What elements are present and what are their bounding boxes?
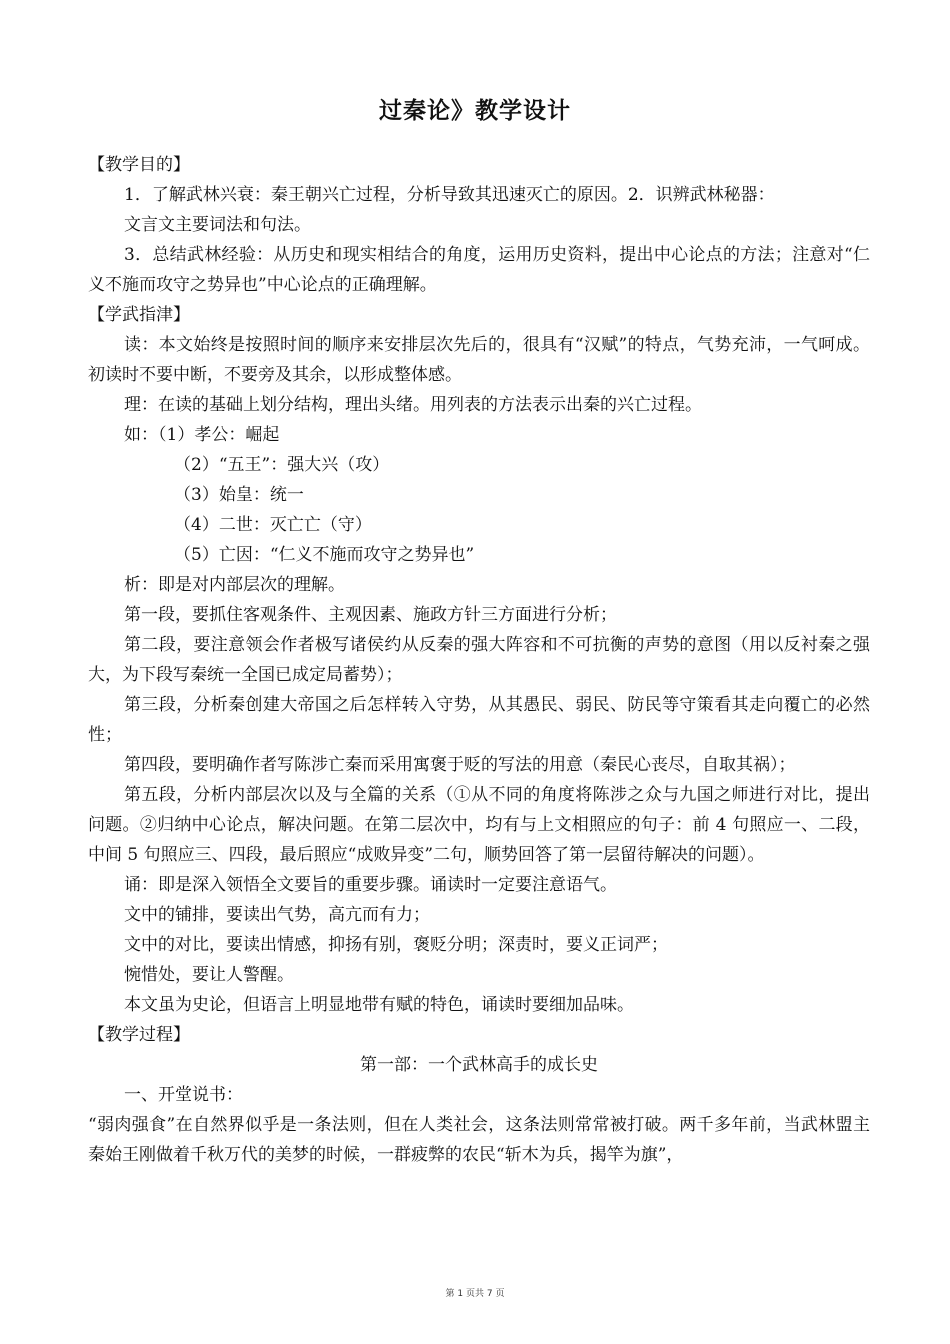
paragraph: “弱肉强食”在自然界似乎是一条法则，但在人类社会，这条法则常常被打破。两千多年前，当武林盟主秦始王刚做着千秋万代的美梦的时候，一群疲弊的农民“斩木为兵，揭竿为旗”， xyxy=(88,1115,870,1165)
sub-heading: 一、开堂说书： xyxy=(124,1085,243,1105)
paragraph: 诵：即是深入领悟全文要旨的重要步骤。诵读时一定要注意语气。 xyxy=(124,875,617,895)
list-item: 如：（1）孝公：崛起 xyxy=(124,425,280,445)
list-item: （3）始皇：统一 xyxy=(174,485,304,505)
document-body xyxy=(88,150,870,1170)
list-item: （4）二世：灭亡亡（守） xyxy=(174,515,372,535)
paragraph: 第五段，分析内部层次以及与全篇的关系（①从不同的角度将陈涉之众与九国之师进行对比，提出问题。②归纳中心论点，解决问题。在第二层次中，均有与上文相照应的句子：前 4 句照应一、二段，中间 5 句照应三、四段，最后照应“成败异变”二句，顺势回答了第一层留待解决的问题）。 xyxy=(88,785,870,865)
page-title: 过秦论》教学设计 xyxy=(379,98,571,124)
section-heading-process: 【教学过程】 xyxy=(88,1025,190,1045)
paragraph: 3．总结武林经验：从历史和现实相结合的角度，运用历史资料，提出中心论点的方法；注意对“仁义不施而攻守之势异也”中心论点的正确理解。 xyxy=(88,245,870,295)
paragraph: 理：在读的基础上划分结构，理出头绪。用列表的方法表示出秦的兴亡过程。 xyxy=(124,395,702,415)
paragraph: 惋惜处，要让人警醒。 xyxy=(124,965,294,985)
page-footer: 第 1 页共 7 页 xyxy=(445,1289,505,1299)
paragraph: 文言文主要词法和句法。 xyxy=(124,215,311,235)
list-item: （2）“五王”：强大兴（攻） xyxy=(174,455,390,475)
paragraph: 析：即是对内部层次的理解。 xyxy=(124,575,345,595)
paragraph: 文中的铺排，要读出气势，高亢而有力； xyxy=(124,905,430,925)
list-item: （5）亡因：“仁义不施而攻守之势异也” xyxy=(174,545,475,565)
paragraph: 第二段，要注意领会作者极写诸侯约从反秦的强大阵容和不可抗衡的声势的意图（用以反衬秦之强大，为下段写秦统一全国已成定局蓄势）； xyxy=(88,635,870,685)
paragraph: 文中的对比，要读出情感，抑扬有别，褒贬分明；深责时，要义正词严； xyxy=(124,935,668,955)
paragraph: 读：本文始终是按照时间的顺序来安排层次先后的，很具有“汉赋”的特点，气势充沛，一气呵成。初读时不要中断，不要旁及其余，以形成整体感。 xyxy=(88,335,870,385)
paragraph: 第一段，要抓住客观条件、主观因素、施政方针三方面进行分析； xyxy=(124,605,617,625)
paragraph: 第四段，要明确作者写陈涉亡秦而采用寓褒于贬的写法的用意（秦民心丧尽，自取其祸）； xyxy=(124,755,796,775)
section-heading-objectives: 【教学目的】 xyxy=(88,155,190,175)
paragraph: 本文虽为史论，但语言上明显地带有赋的特色，诵读时要细加品味。 xyxy=(124,995,634,1015)
section-heading-guide: 【学武指津】 xyxy=(88,305,190,325)
part-heading: 第一部：一个武林高手的成长史 xyxy=(360,1055,598,1075)
paragraph: 第三段，分析秦创建大帝国之后怎样转入守势，从其愚民、弱民、防民等守策看其走向覆亡的必然性； xyxy=(88,695,870,745)
paragraph: 1．了解武林兴衰：秦王朝兴亡过程，分析导致其迅速灭亡的原因。2．识辨武林秘器： xyxy=(124,185,775,205)
